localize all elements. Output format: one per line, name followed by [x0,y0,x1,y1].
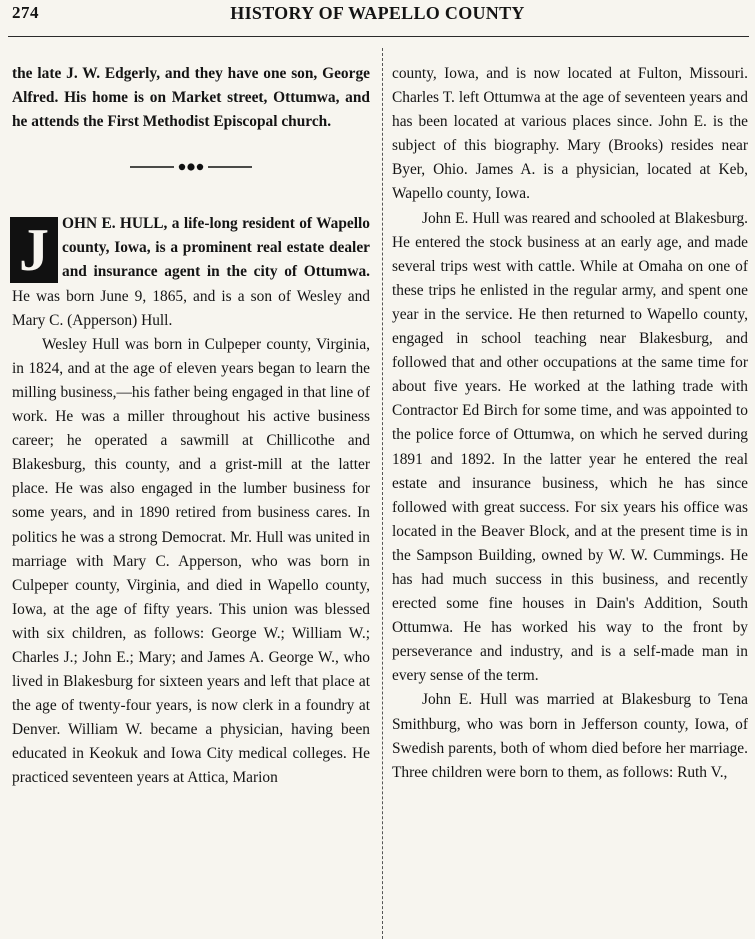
closing-paragraph: the late J. W. Edgerly, and they have one son, George Alfred. His home is on Market street, Ottumwa, and he attends the First Methodist Episcopal church. [12,65,370,131]
biography-intro [12,212,370,332]
paragraph-marriage: John E. Hull was married at Blakesburg to Tena Smithburg, who was born in Jefferson county, Iowa, of Swedish parents, both of whom died before her marriage. Three children were born to them, as follows: Ruth V., [392,691,748,781]
right-column [392,62,748,785]
drop-cap: J [10,217,58,283]
running-title: HISTORY OF WAPELLO COUNTY [230,3,525,23]
paragraph-career: John E. Hull was reared and schooled at Blakesburg. He entered the stock business at an early age, and made several trips west with cattle. While at Omaha on one of these trips he enlisted in the regular army, and spent one year in the service. He then returned to Wapello county, engaged in school teaching near Blakesburg, and followed that and other occupations at the same time for about five years. He worked at the lathing trade with Contractor Ed Birch for some time, and was appointed to the police force of Ottumwa, on which he served during 1891 and 1892. In the latter year he entered the real estate and insurance business, which he has since followed with great success. For six years his office was located in the Beaver Block, and at the present time is in the Sampson Building, owned by W. W. Cummings. He has had much success in this business, and recently erected some fine houses in Dain's Addition, South Ottumwa. He has worked his way to the front by perseverance and industry, and is a self-made man in every sense of the term. [392,209,748,685]
continued-paragraph: county, Iowa, and is now located at Fulton, Missouri. Charles T. left Ottumwa at the age of seventeen years and has been located at various places since. John E. is the subject of this biography. Mary (Brooks) resides near Byer, Ohio. James A. is a physician, located at Keb, Wapello county, Iowa. [392,65,748,203]
section-ornament-icon [12,136,370,198]
left-column [12,62,370,791]
page-number: 274 [12,3,39,22]
biography-lead: OHN E. HULL, a life-long resident of Wapello county, Iowa, is a prominent real estate dealer and insurance agent in the city of Ottumwa. [62,215,370,281]
paragraph-wesley-hull: Wesley Hull was born in Culpeper county, Virginia, in 1824, and at the age of eleven years began to learn the milling business,—his father being engaged in that line of work. He was a miller throughout his active business career; he operated a sawmill at Chillicothe and Blakesburg, this county, and a grist-mill at the latter place. He was also engaged in the lumber business for some years, and in 1890 retired from business cares. In politics he was a strong Democrat. Mr. Hull was united in marriage with Mary C. Apperson, who was born in Culpeper county, Virginia, and died in Wapello county, Iowa, at the age of fifty years. This union was blessed with six children, as follows: George W.; William W.; Charles J.; John E.; Mary; and James A. George W., who lived in Blakesburg for sixteen years and left that place at the age of twenty-four years, is now clerk in a foundry at Denver. William W. became a physician, having been educated in Keokuk and Iowa City medical colleges. He practiced seventeen years at Attica, Marion [12,335,370,787]
biography-lead-cont: He was born June 9, 1865, and is a son of Wesley and Mary C. (Apperson) Hull. [12,287,370,329]
column-divider [382,48,383,939]
header-rule [8,36,749,37]
